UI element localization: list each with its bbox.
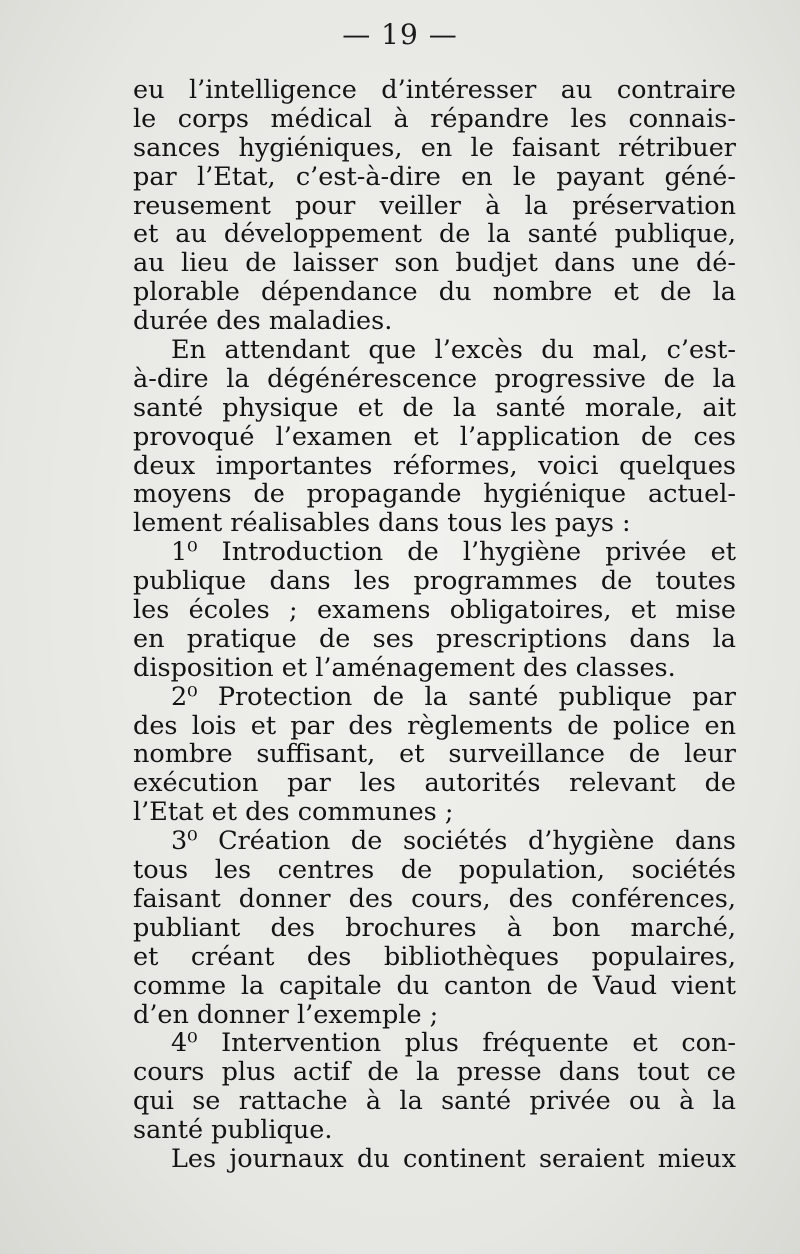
text-line: à-dire la dégénérescence progressive de la [133, 364, 736, 394]
text-line: Les journaux du continent seraient mieux [171, 1144, 736, 1174]
text-line: et au développement de la santé publique, [133, 220, 736, 250]
text-line: sances hygiéniques, en le faisant rétribuer [133, 133, 736, 163]
text-line: qui se rattache à la santé privée ou à la [133, 1087, 736, 1117]
page-number: — 19 — [342, 18, 458, 51]
text-line: par l’Etat, c’est-à-dire en le payant géné- [133, 162, 736, 192]
text-line: reusement pour veiller à la préservation [133, 191, 736, 221]
text-line: santé publique. [133, 1116, 333, 1145]
text-line: au lieu de laisser son budjet dans une dé- [133, 249, 736, 279]
text-line: plorable dépendance du nombre et de la [133, 278, 736, 308]
text-line: publiant des brochures à bon marché, [133, 913, 736, 943]
text-line: lement réalisables dans tous les pays : [133, 509, 631, 539]
text-line: l’Etat et des communes ; [133, 798, 454, 828]
text-line: deux importantes réformes, voici quelques [133, 451, 736, 481]
text-line: publique dans les programmes de toutes [133, 567, 736, 597]
text-line: en pratique de ses prescriptions dans la [133, 624, 736, 654]
text-line: comme la capitale du canton de Vaud vient [133, 971, 736, 1001]
text-line: 2⁰ Protection de la santé publique par [171, 682, 736, 712]
text-line: et créant des bibliothèques populaires, [133, 942, 736, 972]
text-line: le corps médical à répandre les connais- [133, 104, 736, 134]
text-line: moyens de propagande hygiénique actuel- [133, 480, 736, 510]
text-line: En attendant que l’excès du mal, c’est- [171, 336, 736, 365]
text-line: durée des maladies. [133, 307, 393, 337]
text-line: tous les centres de population, sociétés [133, 856, 736, 885]
text-line: 3⁰ Création de sociétés d’hygiène dans [171, 827, 736, 857]
text-line: eu l’intelligence d’intéresser au contraire [133, 76, 736, 105]
text-line: 4⁰ Intervention plus fréquente et con- [171, 1029, 736, 1059]
text-line: d’en donner l’exemple ; [133, 1000, 439, 1030]
text-line: santé physique et de la santé morale, ait [133, 393, 736, 423]
text-line: provoqué l’examen et l’application de ces [133, 422, 736, 452]
text-line: cours plus actif de la presse dans tout ce [133, 1058, 736, 1088]
body-text [133, 76, 736, 1174]
text-line: des lois et par des règlements de police en [133, 711, 736, 741]
text-line: nombre suffisant, et surveillance de leur [133, 740, 736, 770]
text-line: les écoles ; examens obligatoires, et mise [133, 596, 736, 625]
text-line: faisant donner des cours, des conférences, [133, 884, 736, 914]
text-line: disposition et l’aménagement des classes. [133, 653, 676, 683]
text-line: 1⁰ Introduction de l’hygiène privée et [171, 538, 736, 568]
text-line: exécution par les autorités relevant de [133, 769, 736, 799]
